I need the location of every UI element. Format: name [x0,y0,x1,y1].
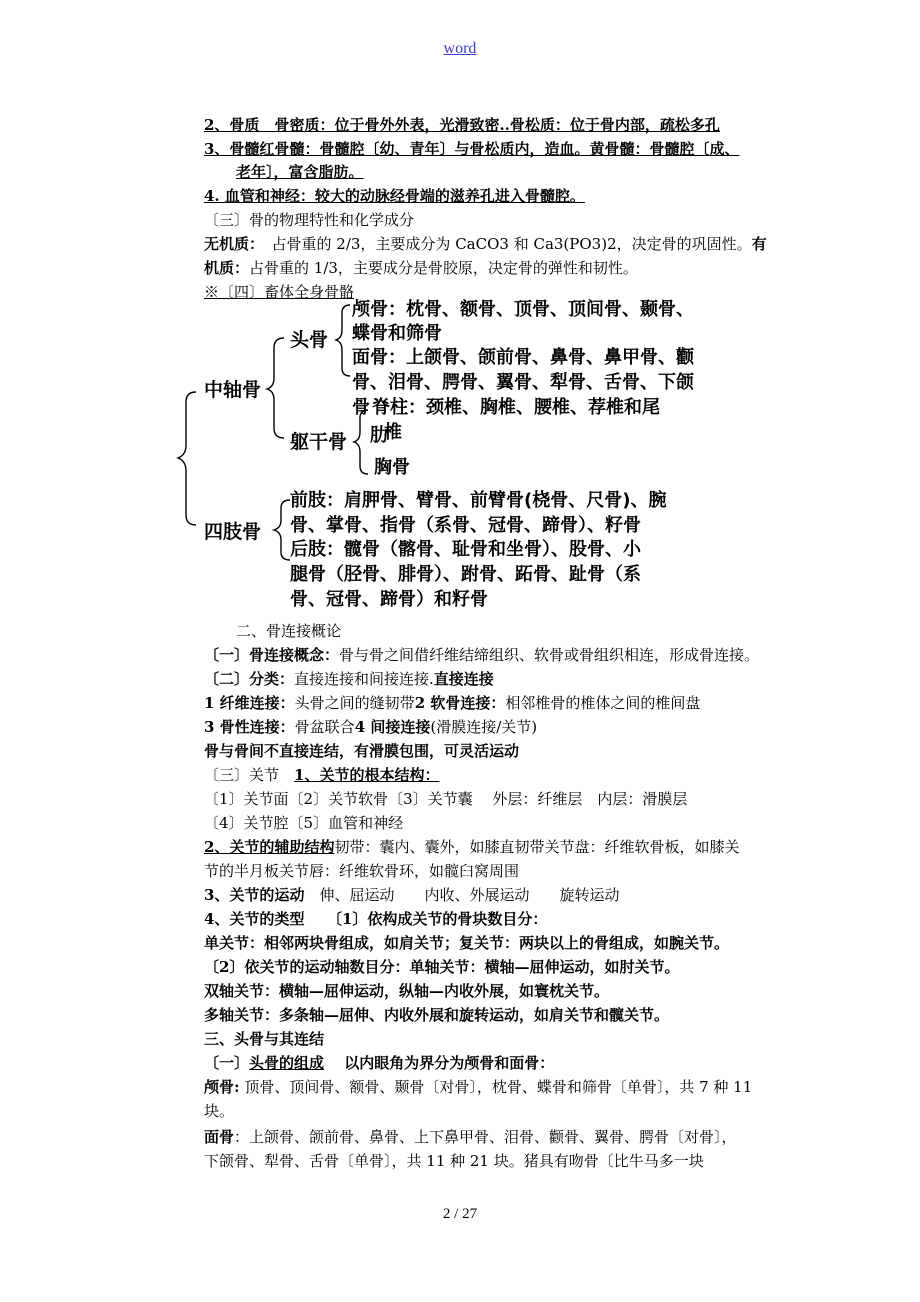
fiber-joint-text: 头骨之间的缝韧带 [294,694,415,712]
hindlimb-line-2: 腿骨（胫骨、腓骨）、跗骨、跖骨、趾骨（系 [290,564,641,585]
single-compound-line: 单关节：相邻两块骨组成，如肩关节；复关节：两块以上的骨组成，如腕关节。 [204,934,730,952]
facial-desc-label: 面骨 [204,1128,235,1146]
bony-indirect-line [204,716,537,738]
header-title[interactable]: word [443,40,477,57]
hindlimb-line-3: 骨、冠骨、蹄骨）和籽骨 [290,589,488,610]
auxiliary-structure-text: 韧带：囊内、囊外，如膝直韧带关节盘：纤维软骨板，如膝关 [334,838,740,856]
facial-bones-line-3: 骨 [352,397,370,418]
forelimb-line-1: 前肢：肩胛骨、臂骨、前臂骨(桡骨、尺骨)、腕 [290,490,667,511]
section-head-bones-title: 三、头骨与其连结 [204,1030,325,1048]
joint-heading: 〔三〕关节 [204,766,295,784]
joint-type-line [204,908,547,930]
cranial-desc-line-2: 块。 [204,1102,235,1120]
indirect-joint-text: (滑膜连接/关节) [430,718,538,736]
synovial-desc: 骨与骨间不直接连结，有滑膜包围，可灵活运动 [204,742,520,760]
auxiliary-structure-label: 2、关节的辅助结构 [204,838,335,856]
inorganic-text: 占骨重的 2/3，主要成分为 CaCO3 和 Ca3(PO3)2，决定骨的巩固性。 [256,235,752,253]
spine-line-2: 椎 [384,422,402,443]
facial-bones-line-1: 面骨：上颌骨、颌前骨、鼻骨、鼻甲骨、颧 [352,347,694,368]
bone-substance-line: 2、骨质 骨密质：位于骨外外表，光滑致密..骨松质：位于骨内部，疏松多孔 [204,116,720,134]
classification-line [204,668,494,690]
joint-basic-structure: 1、关节的根本结构： [294,766,440,784]
joint-parts-line-2: 〔4〕关节腔〔5〕血管和神经 [204,814,404,832]
joint-type-label: 4、关节的类型 [204,910,305,928]
auxiliary-structure-line-2: 节的半月板关节唇：纤维软骨环，如髋臼窝周围 [204,862,520,880]
inorganic-label: 无机质： [204,235,257,253]
bony-joint-label: 3 骨性连接： [204,718,295,736]
head-composition-prefix: 〔一〕 [204,1054,250,1072]
forelimb-line-2: 骨、掌骨、指骨（系骨、冠骨、蹄骨）、籽骨 [290,515,641,536]
head-composition-text: 以内眼角为界分为颅骨和面骨： [324,1054,555,1072]
joint-movement-text: 伸、屈运动 内收、外展运动 旋转运动 [304,886,620,904]
organic-label-b: 机质： [204,259,250,277]
section-skeleton: ※〔四〕畜体全身骨骼 [204,283,355,301]
vessels-nerves-line: 4. 血管和神经：较大的动脉经骨端的滋养孔进入骨髓腔。 [204,187,585,205]
joint-concept-label: 〔一〕骨连接概念： [204,646,340,664]
facial-bones-line-2: 骨、泪骨、腭骨、翼骨、犁骨、舌骨、下颌 [352,372,694,393]
sternum-label: 胸骨 [374,457,410,478]
biaxial-line: 双轴关节：横轴—屈伸运动，纵轴—内收外展，如寰枕关节。 [204,982,610,1000]
head-composition-label: 头骨的组成 [249,1054,325,1072]
cartilage-joint-text: 相邻椎骨的椎体之间的椎间盘 [505,694,701,712]
axial-skeleton-label: 中轴骨 [204,379,262,401]
classification-text: 直接连接和间接连接. [294,670,434,688]
facial-desc-line [204,1126,737,1148]
bony-joint-text: 骨盆联合 [294,718,355,736]
bone-marrow-line-2: 老年〕，富含脂肪。 [236,163,364,181]
head-bones-label: 头骨 [290,329,329,351]
trunk-bones-label: 躯干骨 [290,431,348,453]
section-joints-title: 二、骨连接概论 [236,622,342,640]
facial-desc-line-2: 下颌骨、犁骨、舌骨〔单骨〕，共 11 种 21 块。猪具有吻骨〔比牛马多一块 [204,1152,704,1170]
joint-concept-line [204,644,759,666]
facial-desc-text: ：上颌骨、颌前骨、鼻骨、上下鼻甲骨、泪骨、颧骨、翼骨、腭骨〔对骨〕， [234,1128,737,1146]
multiaxial-line: 多轴关节：多条轴—屈伸、内收外展和旋转运动，如肩关节和髋关节。 [204,1006,670,1024]
joint-concept-text: 骨与骨之间借纤维结缔组织、软骨或骨组织相连，形成骨连接。 [339,646,760,664]
classification-tail: 直接连接 [433,670,494,688]
auxiliary-structure-line [204,836,739,858]
cranial-desc-line [204,1076,752,1098]
cranial-bones-line-2: 蝶骨和筛骨 [352,323,442,344]
head-composition-line [204,1052,554,1074]
indirect-joint-label: 4 间接连接 [354,718,431,736]
page-number: 2 / 27 [442,1206,478,1222]
hindlimb-line-1: 后肢：髋骨（髂骨、耻骨和坐骨）、股骨、小 [290,539,641,560]
classification-label: 〔二〕分类： [204,670,295,688]
organic-label-a: 有 [751,235,767,253]
axis-count-line: 〔2〕依关节的运动轴数目分：单轴关节：横轴—屈伸运动，如肘关节。 [204,958,680,976]
bone-marrow-line: 3、骨髓红骨髓：骨髓腔〔幼、青年〕与骨松质内，造血。黄骨髓：骨髓腔〔成、 [204,140,740,158]
cranial-desc-text: 顶骨、顶间骨、额骨、颞骨〔对骨〕，枕骨、蝶骨和筛骨〔单骨〕，共 7 种 11 [239,1078,753,1096]
organic-text: 占骨重的 1/3，主要成分是骨胶原，决定骨的弹性和韧性。 [249,259,638,277]
section-physical-chemical: 〔三〕骨的物理特性和化学成分 [204,211,415,229]
joint-structure-line [204,764,439,786]
cranial-desc-label: 颅骨: [204,1078,240,1096]
spine-line: 脊柱：颈椎、胸椎、腰椎、荐椎和尾 [372,397,660,418]
joint-type-text: 〔1〕依构成关节的骨块数目分： [304,910,548,928]
fiber-cartilage-line [204,692,700,714]
joint-movement-line [204,884,619,906]
cranial-bones-line-1: 颅骨：枕骨、额骨、顶骨、顶间骨、颞骨、 [352,299,694,320]
joint-parts-line-1: 〔1〕关节面〔2〕关节软骨〔3〕关节囊 外层：纤维层 内层：滑膜层 [204,790,688,808]
cartilage-joint-label: 2 软骨连接： [414,694,506,712]
fiber-joint-label: 1 纤维连接： [204,694,295,712]
ribs-label: 肋 [370,425,388,446]
limb-bones-label: 四肢骨 [204,521,262,543]
joint-movement-label: 3、关节的运动 [204,886,305,904]
